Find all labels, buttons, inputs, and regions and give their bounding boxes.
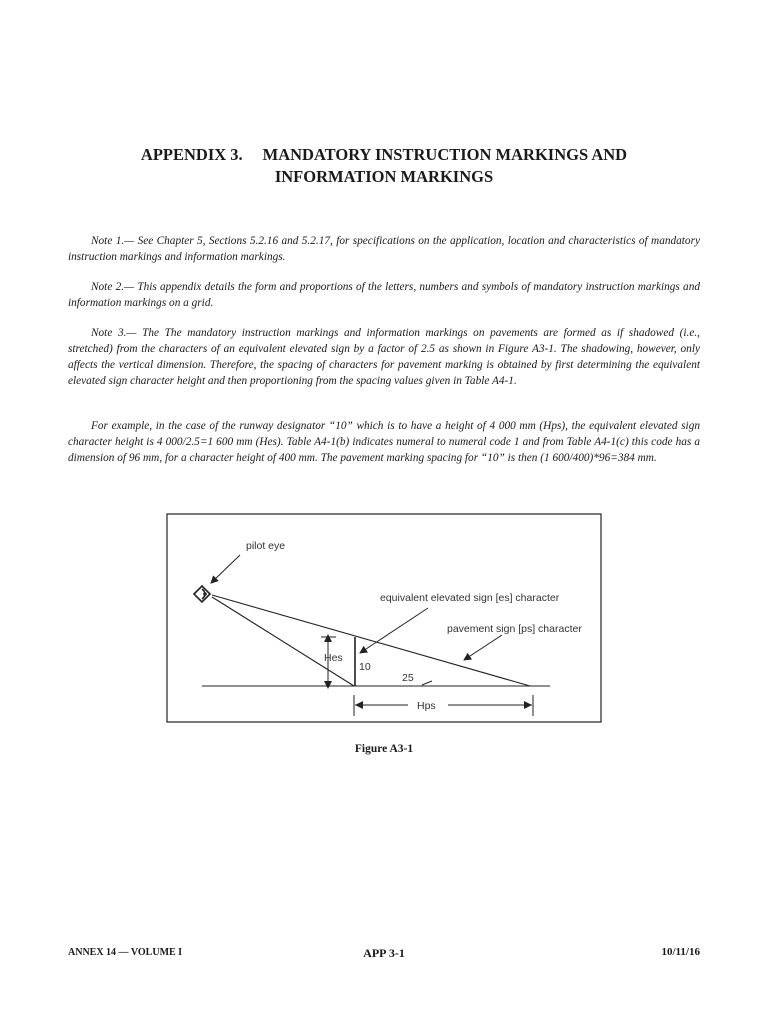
ps-arrow — [464, 635, 502, 660]
figure-caption: Figure A3-1 — [354, 743, 414, 755]
hps-arrow-right — [524, 701, 532, 709]
label-25-arrow — [422, 681, 432, 685]
footer-page-number: APP 3-1 — [363, 946, 405, 960]
figure-frame — [167, 514, 601, 722]
appendix-title-text: MANDATORY INSTRUCTION MARKINGS AND — [262, 145, 628, 164]
label-pilot-eye: pilot eye — [246, 540, 286, 552]
appendix-title-line-1 — [0, 144, 768, 166]
sight-line-upper — [212, 595, 530, 686]
es-arrow — [360, 608, 428, 653]
footer-date: 10/11/16 — [661, 946, 700, 958]
label-10: 10 — [359, 661, 371, 673]
appendix-number: APPENDIX 3. — [140, 145, 243, 164]
eye-icon — [194, 586, 210, 602]
label-hes: Hes — [324, 652, 343, 664]
label-es-character: equivalent elevated sign [es] character — [380, 592, 560, 604]
note-1: Note 1.— See Chapter 5, Sections 5.2.16 and 5.2.17, for specifications on the application, location and characteristics of mandatory instruction markings and information markings. — [68, 235, 700, 263]
footer-document-name: ANNEX 14 — VOLUME I — [68, 947, 183, 958]
label-ps-character: pavement sign [ps] character — [447, 623, 582, 635]
note-3: Note 3.— The The mandatory instruction markings and information markings on pavements are formed as if shadowed (i.e., stretched) from the characters of an equivalent elevated sign by a factor of 2.5 as shown in Figure A3-1. The shadowing, however, only affects the vertical dimension. Therefore, the spacing of characters for pavement marking is obtained by first determining the equivalent elevated sign character height and then proportioning from the spacing values given in Table A4-1. — [68, 327, 700, 387]
example-paragraph: For example, in the case of the runway designator “10” which is to have a height of 4 000 mm (Hps), the equivalent elevated sign character height is 4 000/2.5=1 600 mm (Hes). Table A4-1(b) indicates numeral to numeral code 1 and from Table A4-1(c) this code has a dimension of 96 mm, for a character height of 400 mm. The pavement marking spacing for “10” is then (1 600/400)*96=384 mm. — [68, 420, 700, 464]
appendix-title-line-2: INFORMATION MARKINGS — [274, 167, 494, 186]
hes-arrow-bottom — [324, 681, 332, 689]
pilot-eye-arrow — [211, 555, 240, 583]
label-hps: Hps — [417, 700, 436, 712]
hps-arrow-left — [355, 701, 363, 709]
note-2: Note 2.— This appendix details the form and proportions of the letters, numbers and symbols of mandatory instruction markings and information markings on a grid. — [68, 281, 700, 309]
figure-a3-1-diagram — [166, 513, 602, 723]
sight-line-lower — [212, 597, 354, 686]
label-25: 25 — [402, 672, 414, 684]
hes-arrow-top — [324, 634, 332, 642]
